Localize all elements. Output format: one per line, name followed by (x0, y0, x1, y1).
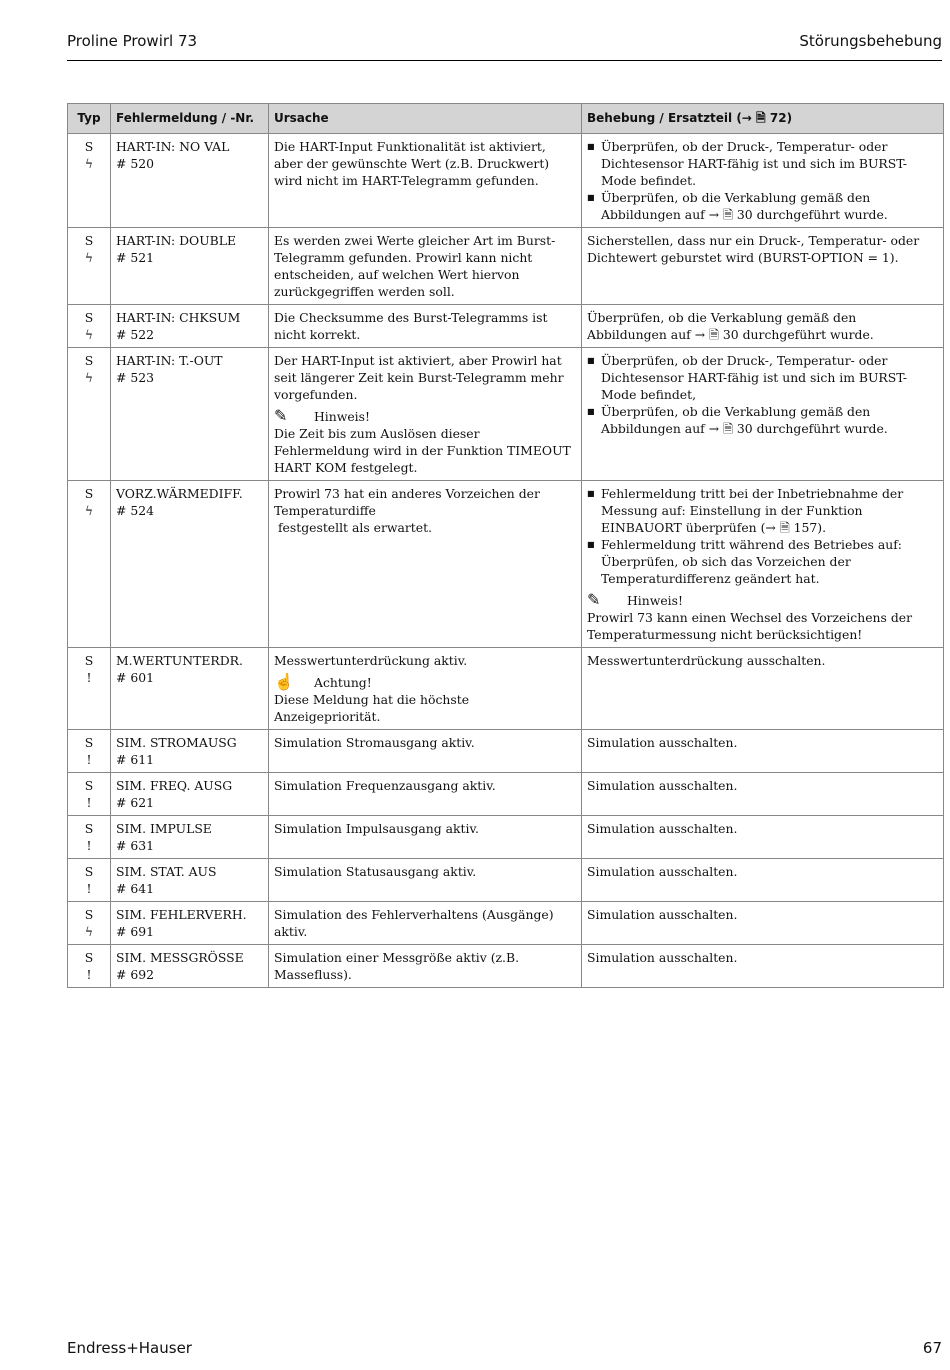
exclamation-icon: ! (86, 670, 92, 685)
note-label: Achtung! (314, 675, 372, 690)
remedy-cell: Simulation ausschalten. (582, 773, 944, 816)
table-row (68, 730, 944, 773)
table-row (68, 859, 944, 902)
message-name: SIM. FREQ. AUSG (116, 778, 233, 793)
type-letter: S (84, 353, 94, 368)
remedy-cell: Simulation ausschalten. (582, 816, 944, 859)
table-row (68, 945, 944, 988)
note-block (274, 674, 576, 691)
type-letter: S (84, 310, 94, 325)
cause-cell (269, 348, 582, 481)
footer-brand: Endress+Hauser (67, 1339, 192, 1357)
lightning-icon: ϟ (84, 327, 94, 342)
remedy-cell: Sicherstellen, dass nur ein Druck-, Temperatur- oder Dichtewert geburstet wird (BURST-OPTION = 1). (582, 228, 944, 305)
message-code: # 631 (116, 838, 154, 853)
cause-cell (269, 648, 582, 730)
message-name: SIM. FEHLERVERH. (116, 907, 247, 922)
table-row (68, 134, 944, 228)
type-cell (68, 648, 111, 730)
type-cell (68, 305, 111, 348)
message-code: # 601 (116, 670, 154, 685)
table-row (68, 481, 944, 648)
type-cell (68, 816, 111, 859)
type-cell (68, 859, 111, 902)
message-cell (111, 134, 269, 228)
table-row (68, 902, 944, 945)
note-label: Hinweis! (627, 593, 683, 608)
lightning-icon: ϟ (84, 370, 94, 385)
message-cell (111, 481, 269, 648)
type-letter: S (84, 821, 94, 836)
message-cell (111, 305, 269, 348)
type-cell (68, 945, 111, 988)
message-cell (111, 945, 269, 988)
cause-cell: Die Checksumme des Burst-Telegramms ist nicht korrekt. (269, 305, 582, 348)
message-code: # 522 (116, 327, 154, 342)
message-code: # 520 (116, 156, 154, 171)
table-row (68, 305, 944, 348)
lightning-icon: ϟ (84, 156, 94, 171)
note-block (274, 408, 576, 425)
message-cell (111, 648, 269, 730)
message-name: VORZ.WÄRMEDIFF. (116, 486, 243, 501)
exclamation-icon: ! (86, 838, 92, 853)
cause-cell: Simulation Impulsausgang aktiv. (269, 816, 582, 859)
pointing-hand-icon: ☝ (274, 672, 294, 691)
type-cell (68, 228, 111, 305)
message-cell (111, 773, 269, 816)
message-cell (111, 816, 269, 859)
type-letter: S (84, 950, 94, 965)
message-name: SIM. STROMAUSG (116, 735, 237, 750)
col-header-message: Fehlermeldung / -Nr. (111, 104, 269, 134)
type-cell (68, 134, 111, 228)
type-letter: S (84, 778, 94, 793)
remedy-cell: Messwertunterdrückung ausschalten. (582, 648, 944, 730)
remedy-cell: Simulation ausschalten. (582, 945, 944, 988)
table-row (68, 348, 944, 481)
cause-cell: Simulation Stromausgang aktiv. (269, 730, 582, 773)
table-row (68, 773, 944, 816)
cause-text-continued: festgestellt als erwartet. (274, 520, 433, 535)
cause-text: Messwertunterdrückung aktiv. (274, 653, 468, 668)
message-cell (111, 228, 269, 305)
remedy-cell (582, 348, 944, 481)
table-row (68, 228, 944, 305)
header-section: Störungsbehebung (799, 32, 942, 50)
type-cell (68, 348, 111, 481)
remedy-cell (582, 481, 944, 648)
page-number: 67 (922, 1339, 942, 1357)
cause-cell: Simulation einer Messgröße aktiv (z.B. Massefluss). (269, 945, 582, 988)
message-code: # 524 (116, 503, 154, 518)
message-cell (111, 348, 269, 481)
message-name: HART-IN: T.-OUT (116, 353, 223, 368)
pencil-icon: ✎ (274, 406, 288, 425)
remedy-cell: Simulation ausschalten. (582, 730, 944, 773)
remedy-cell: Überprüfen, ob die Verkablung gemäß den Abbildungen auf → 🗎 30 durchgeführt wurde. (582, 305, 944, 348)
exclamation-icon: ! (86, 967, 92, 982)
type-letter: S (84, 907, 94, 922)
message-code: # 523 (116, 370, 154, 385)
type-letter: S (84, 486, 94, 501)
message-name: HART-IN: DOUBLE (116, 233, 237, 248)
message-name: SIM. MESSGRÖSSE (116, 950, 244, 965)
message-code: # 611 (116, 752, 154, 767)
header-product: Proline Prowirl 73 (67, 32, 198, 50)
type-cell (68, 773, 111, 816)
cause-cell: Simulation Frequenzausgang aktiv. (269, 773, 582, 816)
exclamation-icon: ! (86, 881, 92, 896)
message-cell (111, 902, 269, 945)
type-cell (68, 730, 111, 773)
message-name: SIM. IMPULSE (116, 821, 212, 836)
error-table (67, 103, 944, 988)
cause-cell: Es werden zwei Werte gleicher Art im Burst-Telegramm gefunden. Prowirl kann nicht entscheiden, auf welchen Wert hiervon zurückgegriffen werden soll. (269, 228, 582, 305)
message-code: # 521 (116, 250, 154, 265)
message-name: SIM. STAT. AUS (116, 864, 217, 879)
note-text: Diese Meldung hat die höchste Anzeigepriorität. (274, 692, 470, 724)
cause-cell: Simulation Statusausgang aktiv. (269, 859, 582, 902)
message-code: # 621 (116, 795, 154, 810)
col-header-typ: Typ (68, 104, 111, 134)
remedy-bullet: ■ Überprüfen, ob der Druck-, Temperatur- oder Dichtesensor HART-fähig ist und sich im BURST-Mode befindet. (587, 138, 938, 189)
col-header-cause: Ursache (269, 104, 582, 134)
cause-text: Der HART-Input ist aktiviert, aber Prowirl hat seit längerer Zeit kein Burst-Telegramm mehr vorgefunden. (274, 353, 564, 402)
lightning-icon: ϟ (84, 250, 94, 265)
note-block (587, 592, 938, 609)
type-letter: S (84, 735, 94, 750)
type-letter: S (84, 864, 94, 879)
message-cell (111, 730, 269, 773)
remedy-bullet: ■ Fehlermeldung tritt bei der Inbetriebnahme der Messung auf: Einstellung in der Funktion EINBAUORT überprüfen (→ 🗎 157). (587, 485, 938, 536)
col-header-remedy: Behebung / Ersatzteil (→ 🗎 72) (582, 104, 944, 134)
cause-text: Prowirl 73 hat ein anderes Vorzeichen der Temperaturdiffe (274, 486, 540, 518)
message-code: # 692 (116, 967, 154, 982)
lightning-icon: ϟ (84, 924, 94, 939)
remedy-cell: Simulation ausschalten. (582, 902, 944, 945)
remedy-cell: Simulation ausschalten. (582, 859, 944, 902)
lightning-icon: ϟ (84, 503, 94, 518)
note-text: Prowirl 73 kann einen Wechsel des Vorzeichens der Temperaturmessung nicht berücksichtigen! (587, 610, 913, 642)
remedy-bullet: ■ Fehlermeldung tritt während des Betriebes auf: Überprüfen, ob sich das Vorzeichen der Temperaturdifferenz geändert hat. (587, 536, 938, 587)
message-name: M.WERTUNTERDR. (116, 653, 243, 668)
type-letter: S (84, 233, 94, 248)
message-code: # 641 (116, 881, 154, 896)
remedy-cell (582, 134, 944, 228)
remedy-bullet: ■ Überprüfen, ob der Druck-, Temperatur- oder Dichtesensor HART-fähig ist und sich im BURST-Mode befindet, (587, 352, 938, 403)
remedy-bullet: ■ Überprüfen, ob die Verkablung gemäß den Abbildungen auf → 🗎 30 durchgeführt wurde. (587, 403, 938, 437)
type-letter: S (84, 139, 94, 154)
message-code: # 691 (116, 924, 154, 939)
type-letter: S (84, 653, 94, 668)
cause-cell: Die HART-Input Funktionalität ist aktiviert, aber der gewünschte Wert (z.B. Druckwert) wird nicht im HART-Telegramm gefunden. (269, 134, 582, 228)
type-cell (68, 902, 111, 945)
table-header-row (68, 104, 944, 134)
exclamation-icon: ! (86, 752, 92, 767)
type-cell (68, 481, 111, 648)
message-cell (111, 859, 269, 902)
exclamation-icon: ! (86, 795, 92, 810)
table-row (68, 648, 944, 730)
message-name: HART-IN: NO VAL (116, 139, 230, 154)
message-name: HART-IN: CHKSUM (116, 310, 241, 325)
cause-cell: Simulation des Fehlerverhaltens (Ausgänge) aktiv. (269, 902, 582, 945)
pencil-icon: ✎ (587, 590, 601, 609)
note-text: Die Zeit bis zum Auslösen dieser Fehlermeldung wird in der Funktion TIMEOUT HART KOM festgelegt. (274, 426, 571, 475)
cause-cell (269, 481, 582, 648)
page-header (67, 32, 942, 61)
table-row (68, 816, 944, 859)
remedy-bullet: ■ Überprüfen, ob die Verkablung gemäß den Abbildungen auf → 🗎 30 durchgeführt wurde. (587, 189, 938, 223)
note-label: Hinweis! (314, 409, 370, 424)
